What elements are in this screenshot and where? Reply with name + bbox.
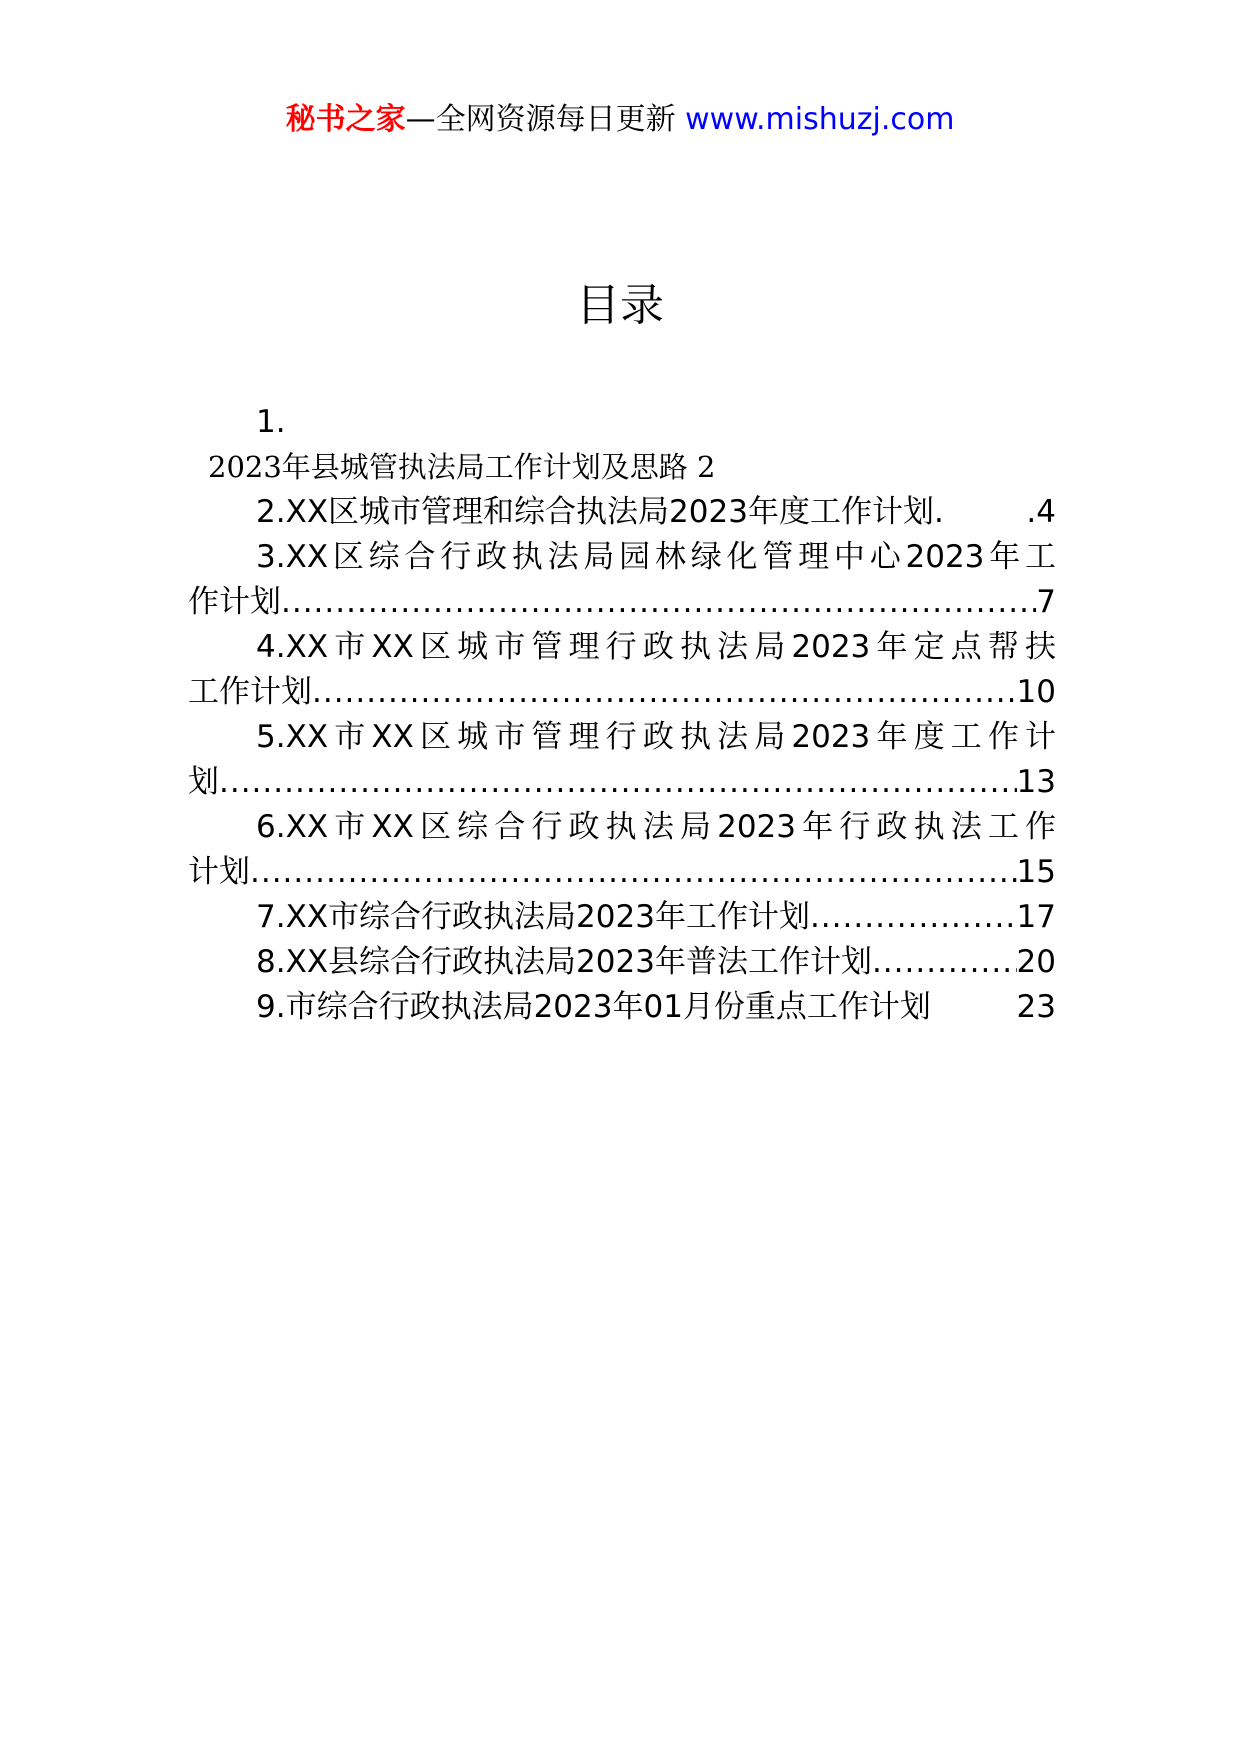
page-title: 目录	[576, 280, 664, 331]
toc-item-1[interactable]	[188, 445, 1056, 490]
toc-leader-dots	[219, 760, 1017, 805]
toc-item-page: 10	[1016, 674, 1056, 710]
header-slogan: —全网资源每日更新	[405, 102, 676, 137]
toc-item-page: 15	[1016, 854, 1056, 890]
toc-item-text: 划	[188, 764, 219, 800]
toc-item-text: 2023年县城管执法局工作计划及思路	[208, 450, 688, 484]
toc-item-text: 7.XX市综合行政执法局2023年工作计划	[256, 899, 810, 935]
toc-item-2[interactable]	[188, 490, 1056, 535]
toc-item-text: 4.XX市XX区城市管理行政执法局2023年定点帮扶	[256, 629, 1056, 665]
toc-item-1-number	[188, 400, 1056, 445]
toc-item-page: 23	[1016, 989, 1056, 1025]
toc-leader-dots	[250, 850, 1017, 895]
toc-item-5-line2[interactable]	[188, 760, 1056, 805]
toc-leader-dots	[872, 940, 1017, 985]
toc-item-page: 17	[1016, 899, 1056, 935]
toc-item-text: 8.XX县综合行政执法局2023年普法工作计划	[256, 944, 872, 980]
toc-item-text: 5.XX市XX区城市管理行政执法局2023年度工作计	[256, 719, 1056, 755]
toc-item-text: 工作计划	[188, 674, 312, 710]
toc-item-9[interactable]	[188, 985, 1056, 1030]
toc-item-page: 2	[697, 450, 716, 484]
toc-item-6-line1[interactable]	[188, 805, 1056, 850]
toc-item-text: 2.XX区城市管理和综合执法局2023年度工作计划.	[256, 494, 944, 530]
toc-item-3-line1[interactable]	[188, 535, 1056, 580]
toc-item-text: 3.XX区综合行政执法局园林绿化管理中心2023年工	[256, 539, 1056, 575]
toc-item-text: 计划	[188, 854, 250, 890]
toc-item-page: 13	[1016, 764, 1056, 800]
toc-item-page: 20	[1016, 944, 1056, 980]
toc-leader-dots	[281, 580, 1036, 625]
toc-item-6-line2[interactable]	[188, 850, 1056, 895]
toc-item-4-line2[interactable]	[188, 670, 1056, 715]
site-url-link[interactable]: www.mishuzj.com	[685, 102, 955, 137]
toc-leader-dots	[810, 895, 1017, 940]
toc-item-page: .4	[1026, 494, 1056, 530]
site-header	[0, 100, 1240, 140]
toc-item-3-line2[interactable]	[188, 580, 1056, 625]
brand-name: 秘书之家	[285, 102, 406, 137]
toc-item-5-line1[interactable]	[188, 715, 1056, 760]
toc-item-text: 作计划	[188, 584, 281, 620]
toc-leader-dots	[312, 670, 1017, 715]
toc-item-8[interactable]	[188, 940, 1056, 985]
toc-item-text: 9.市综合行政执法局2023年01月份重点工作计划	[256, 989, 931, 1025]
toc-item-page: 7	[1036, 584, 1056, 620]
toc-item-7[interactable]	[188, 895, 1056, 940]
table-of-contents	[188, 400, 1056, 1030]
toc-item-number: 1.	[256, 404, 286, 440]
toc-item-text: 6.XX市XX区综合行政执法局2023年行政执法工作	[256, 809, 1056, 845]
toc-item-4-line1[interactable]	[188, 625, 1056, 670]
